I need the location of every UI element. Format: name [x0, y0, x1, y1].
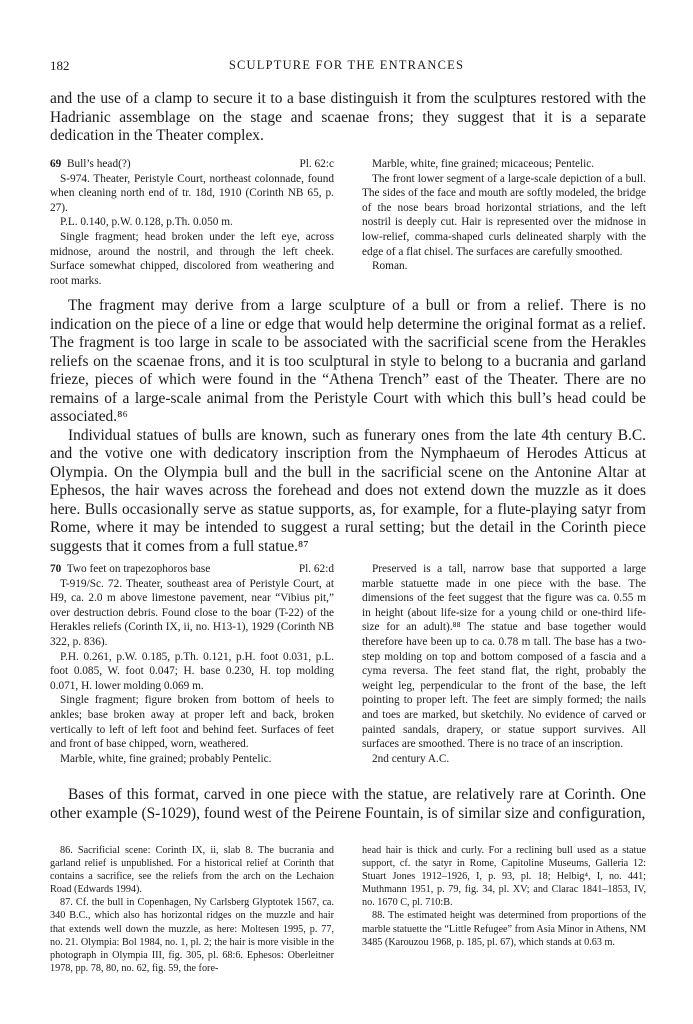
footnote-87: 87. Cf. the bull in Copenhagen, Ny Carlsberg Glyptotek 1567, ca. 340 B.C., which also has horizontal ridges on the muzzle and hair that extends well down the muzzle, as here: Moltesen 1995, p. 77, no. 21. Olympia: Bol 1984, no. 1, pl. 2; the hair is more visible in the photograph in Olympia III, fig. 305, pl. 68:6. Ephesos: Oberleitner 1978, pp. 78, 80, no. 62, fig. 59, the fore- — [50, 897, 334, 974]
footnote-88: 88. The estimated height was determined from proportions of the marble statuette the “Little Refugee” from Asia Minor in Athens, NM 3485 (Karouzou 1968, p. 185, pl. 67), which stands at 0.63 m. — [362, 910, 646, 948]
entry-69-description: The front lower segment of a large-scale depiction of a bull. The sides of the face and mouth are softly modeled, the bridge of the nose bears broad horizontal striations, and the left nostril is deeply cut. Hair is represented over the midnose in low-relief, comma-shaped curls delineated sharply with the edge of a flat chisel. The surfaces are carefully smoothed. — [362, 172, 646, 258]
entry-70-left-column — [50, 562, 334, 766]
entry-69-heading — [50, 157, 334, 172]
entry-69-plate: Pl. 62:c — [299, 158, 334, 170]
entry-69-date: Roman. — [372, 260, 408, 273]
entry-69-condition: Single fragment; head broken under the left eye, across midnose, around the nostril, and through the left cheek. Surface somewhat chipped, discolored from weathering and root marks. — [50, 230, 334, 287]
intro-paragraph — [50, 90, 646, 146]
entry-69-left-column — [50, 157, 334, 288]
discussion-69 — [50, 297, 646, 556]
entry-70-dimensions: P.H. 0.261, p.W. 0.185, p.Th. 0.121, p.H. foot 0.031, p.L. foot 0.085, W. foot 0.047; H. base 0.230, H. top molding 0.071, H. lower molding 0.069 m. — [50, 650, 334, 692]
entry-70-right-column — [362, 562, 646, 766]
entry-69-dimensions: P.L. 0.140, p.W. 0.128, p.Th. 0.050 m. — [60, 216, 233, 229]
entry-70-find-info: T-919/Sc. 72. Theater, southeast area of Peristyle Court, at H9, ca. 2.0 m above limestone pavement, near “Vibius pit,” over destruction debris. Found close to the boar (T-22) of the Herakles reliefs (Corinth IX, ii, no. H13-1), 1929 (Corinth NB 322, p. 836). — [50, 577, 334, 648]
closing-text: Bases of this format, carved in one piece with the statue, are relatively rare at Corinth. One other example (S-1029), found west of the Peirene Fountain, is of similar size and configuration, — [50, 786, 646, 822]
closing-paragraph — [50, 786, 646, 823]
entry-69-find-info: S-974. Theater, Peristyle Court, northeast colonnade, found when cleaning north end of tr. 18d, 1910 (Corinth NB 65, p. 27). — [50, 172, 334, 214]
entry-69-material: Marble, white, fine grained; micaceous; Pentelic. — [372, 158, 595, 170]
footnotes-left-column — [50, 844, 334, 975]
page-number: 182 — [50, 58, 70, 73]
intro-text: and the use of a clamp to secure it to a base distinguish it from the sculptures restored with the Hadrianic assemblage on the stage and scaenae frons; they suggest that it is a separate dedication in the Theater complex. — [50, 90, 646, 144]
entry-70-date: 2nd century A.C. — [372, 752, 450, 765]
entry-69-right-column — [362, 157, 646, 274]
footnotes-right-column — [362, 844, 646, 949]
entry-70-description: Preserved is a tall, narrow base that supported a large marble statuette made in one piece with the base. The dimensions of the feet suggest that the figure was ca. 0.55 m in height (about life-size for a young child or one-third life-size for an adult).⁸⁸ The statue and base together would therefore have been up to ca. 0.78 m tall. The base has a two-step molding on top and bottom composed of a fascia and a cyma reversa. The feet stand flat, the right, probably the weight leg, perpendicular to the front of the base, the left pointing to proper left. The feet are simply formed; the nails and toes are marked, but sketchily. No evidence of carved or painted sandals, drapery, or statue support survives. All surfaces are smoothed. There is no trace of an inscription. — [362, 563, 646, 751]
entry-69-title: Bull’s head(?) — [66, 158, 131, 170]
footnote-87-continued: head hair is thick and curly. For a reclining bull used as a statue support, cf. the satyr in Rome, Capitoline Museums, Galleria 12: Stuart Jones 1912–1926, I, p. 93, pl. 18; Helbig⁴, I, no. 441; Muthmann 1951, p. 79, fig. 34, pl. XV; and Clarac 1841–1853, IV, no. 1670 C, pl. 710:B. — [362, 845, 646, 909]
entry-69-number: 69 — [50, 158, 62, 170]
footnote-86: 86. Sacrificial scene: Corinth IX, ii, slab 8. The bucrania and garland relief is unpublished. For a historical relief at Corinth that contains a sacrifice, see the reliefs from the arch on the Lechaion Road (Edwards 1994). — [50, 845, 334, 896]
running-title: SCULPTURE FOR THE ENTRANCES — [228, 58, 465, 72]
entry-70-title: Two feet on trapezophoros base — [66, 563, 211, 575]
entry-70-plate: Pl. 62:d — [298, 563, 334, 575]
running-header — [50, 58, 643, 74]
discussion-paragraph-2: Individual statues of bulls are known, such as funerary ones from the late 4th century B.C. and the votive one with dedicatory inscription from the Nymphaeum of Herodes Atticus at Olympia. On the Olympia bull and the bull in the sacrificial scene on the Antonine Altar at Ephesos, the hair waves across the forehead and does not extend down the muzzle as it does here. Bulls occasionally serve as statue supports, as, for example, for a flute-playing satyr from Rome, where it may be intended to suggest a rural setting; but the detail in the Corinth piece suggests that it comes from a full statue.⁸⁷ — [50, 426, 646, 555]
entry-70-condition: Single fragment; figure broken from bottom of heels to ankles; base broken away at proper left and back, broken vertically to left of left foot and behind feet. Surfaces of feet and front of base chipped, worn, weathered. — [50, 694, 334, 751]
entry-70-heading — [50, 562, 334, 577]
entry-70-number: 70 — [50, 563, 62, 575]
discussion-paragraph-1: The fragment may derive from a large sculpture of a bull or from a relief. There is no indication on the piece of a line or edge that would help determine the original format as a relief. The fragment is too large in scale to be associated with the sacrificial scene from the Herakles reliefs on the scaenae frons, and it is too sculptural in style to belong to a bucrania and garland frieze, pieces of which were found in the “Athena Trench” east of the Theater. There are no remains of a large-scale animal from the Peristyle Court with which this bull’s head could be associated.⁸⁶ — [50, 297, 646, 425]
entry-70-material: Marble, white, fine grained; probably Pentelic. — [60, 752, 272, 765]
